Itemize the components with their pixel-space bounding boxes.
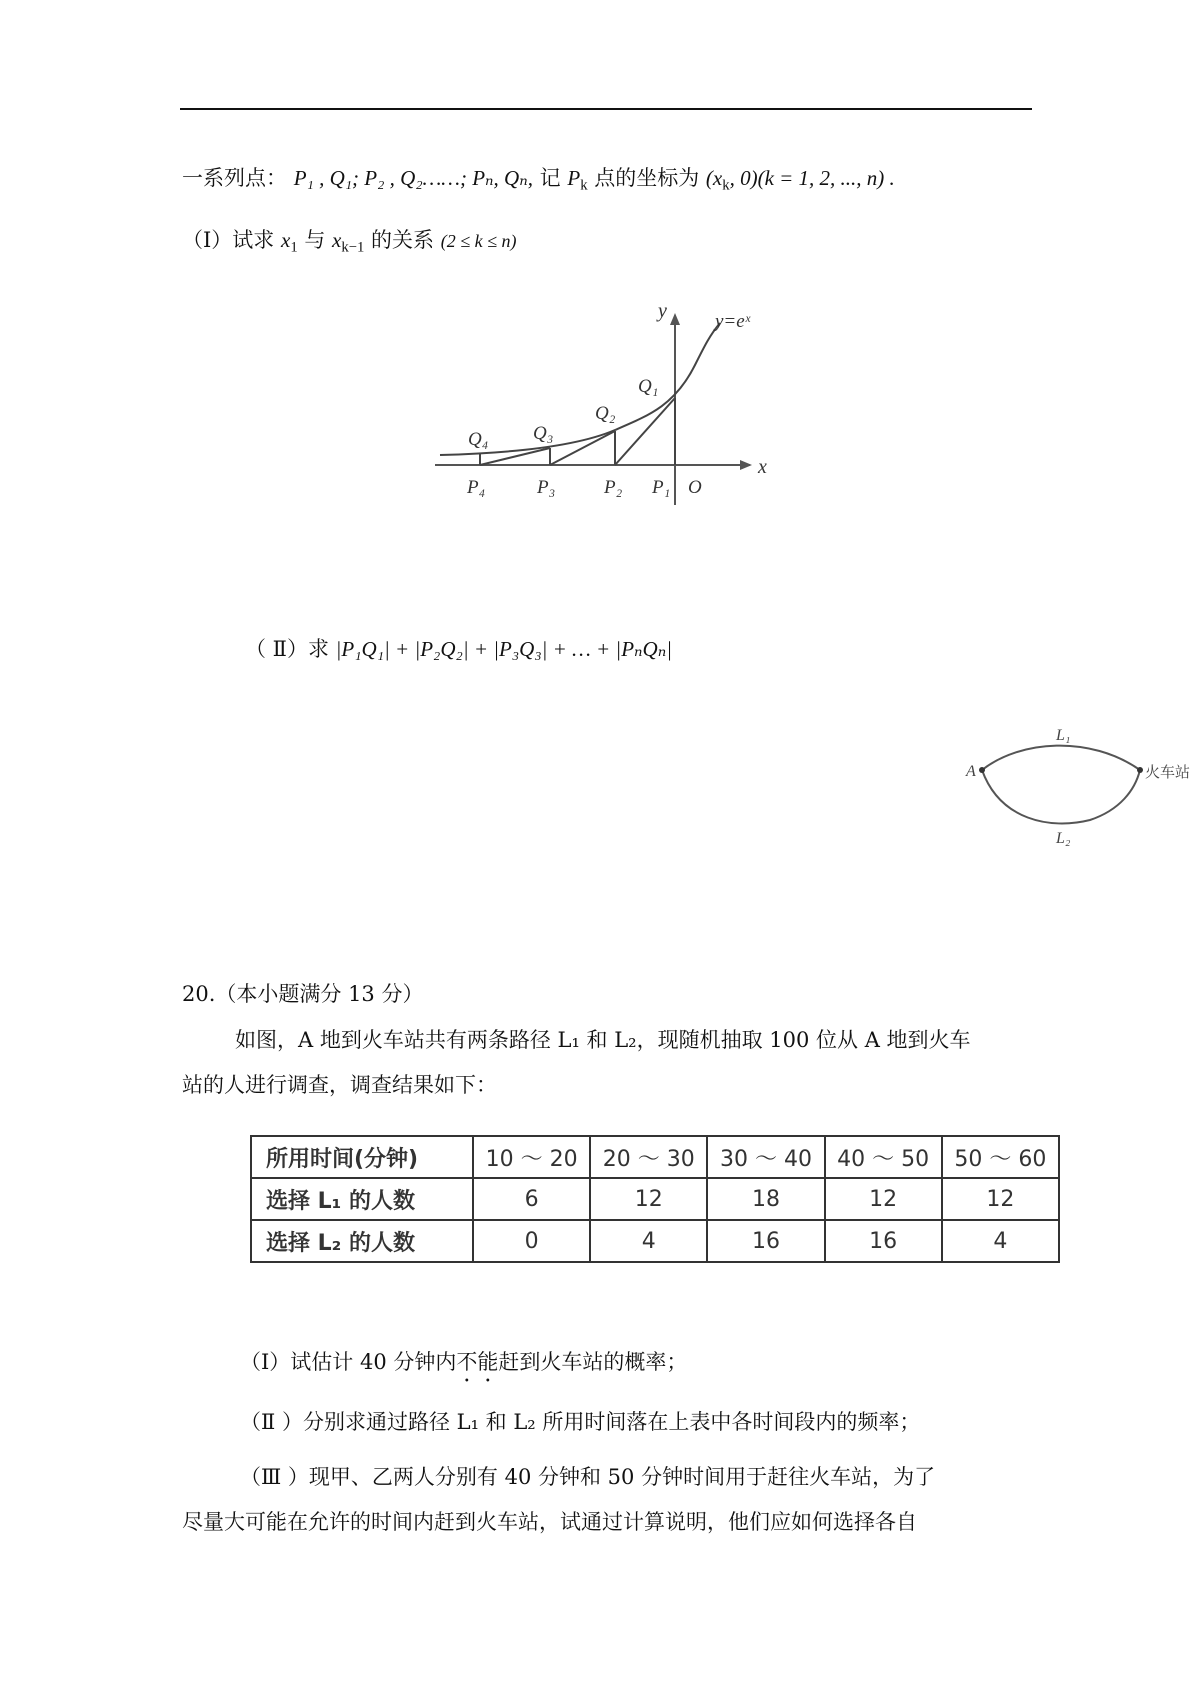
- x-axis-arrow: [740, 460, 752, 470]
- table-cell: 0: [473, 1220, 590, 1262]
- survey-table: [250, 1135, 1060, 1263]
- p4-label: P₄: [467, 477, 486, 498]
- table-cell: 18: [707, 1178, 824, 1220]
- table-cell: 16: [825, 1220, 942, 1262]
- tangent-q1: [615, 398, 675, 465]
- origin-label: O: [688, 477, 702, 498]
- points-prefix: 一系列点：: [182, 166, 287, 190]
- xk-symbol: $x_{k-1}$: [332, 228, 365, 256]
- problem-20-heading: 20.（本小题满分 13 分）: [182, 982, 424, 1006]
- part-3-line-1: （Ⅲ ）现甲、乙两人分别有 40 分钟和 50 分钟时间用于赶往火车站，为了: [240, 1465, 936, 1489]
- point-a-label: A: [966, 763, 976, 780]
- table-row: [251, 1220, 1059, 1262]
- q4-label: Q₄: [468, 429, 489, 450]
- points-sentence: [182, 166, 895, 195]
- part-1-text-a: （Ⅰ）试估计 40 分钟内: [240, 1350, 457, 1374]
- table-row: [251, 1178, 1059, 1220]
- part-1-emphasis-not: 不: [456, 1350, 478, 1374]
- tangent-q2: [550, 431, 615, 465]
- route-map-figure: [960, 710, 1196, 860]
- q2-label: Q₂: [595, 403, 616, 424]
- question-2-expression: |P₁Q₁| + |P₂Q₂| + |P₃Q₃| + … + |PₙQₙ|: [335, 637, 672, 661]
- pk-coordinate: ($x_k$, 0)(k = 1, 2, ..., n) .: [705, 166, 895, 194]
- table-header-cell: 50 ～ 60: [942, 1136, 1059, 1178]
- table-cell: 6: [473, 1178, 590, 1220]
- table-row-label: 选择 L₁ 的人数: [251, 1178, 473, 1220]
- pk-symbol: $P_k$: [567, 166, 588, 194]
- table-header-row: [251, 1136, 1059, 1178]
- table-cell: 12: [942, 1178, 1059, 1220]
- problem-20-intro: [182, 1018, 1042, 1108]
- question-1: [182, 228, 516, 257]
- header-rule: [180, 108, 1032, 110]
- points-mid: 记: [539, 166, 561, 190]
- part-2: （Ⅱ ）分别求通过路径 L₁ 和 L₂ 所用时间落在上表中各时间段内的频率；: [240, 1410, 921, 1434]
- part-3-line-2: 尽量大可能在允许的时间内赶到火车站，试通过计算说明，他们应如何选择各自: [182, 1510, 917, 1534]
- question-2-label: （ Ⅱ）求: [245, 637, 329, 661]
- l2-label: L₂: [1056, 830, 1071, 847]
- points-suffix: 点的坐标为: [594, 166, 700, 190]
- table-header-cell: 20 ～ 30: [590, 1136, 707, 1178]
- exponential-figure: [430, 305, 790, 520]
- part-1: [240, 1350, 687, 1375]
- station-dot: [1137, 767, 1143, 773]
- question-1-with: 与: [304, 228, 326, 252]
- table-cell: 4: [942, 1220, 1059, 1262]
- part-3: [182, 1455, 1042, 1545]
- intro-line-1: 如图，A 地到火车站共有两条路径 L₁ 和 L₂，现随机抽取 100 位从 A 地到火车: [235, 1028, 971, 1052]
- intro-line-2: 站的人进行调查，调查结果如下：: [182, 1073, 497, 1097]
- p2-label: P₂: [604, 477, 623, 498]
- point-a-dot: [979, 767, 985, 773]
- table-header-cell: 40 ～ 50: [825, 1136, 942, 1178]
- points-list: P₁ , Q₁; P₂ , Q₂……; Pₙ, Qₙ,: [293, 166, 533, 190]
- x-axis-label: x: [758, 456, 767, 478]
- q1-label: Q₁: [638, 376, 659, 397]
- table-cell: 4: [590, 1220, 707, 1262]
- question-2: [245, 637, 672, 662]
- part-1-text-d: 赶到火车站的概率；: [498, 1350, 688, 1374]
- x1-symbol: $x_1$: [280, 228, 298, 256]
- route-l1-path: [982, 746, 1140, 770]
- table-header-cell: 10 ～ 20: [473, 1136, 590, 1178]
- table-header-cell: 所用时间(分钟): [251, 1136, 473, 1178]
- question-1-label: （Ⅰ）试求: [182, 228, 275, 252]
- y-axis-label: y: [658, 305, 667, 322]
- question-1-rel: 的关系: [371, 228, 435, 252]
- l1-label: L₁: [1056, 727, 1071, 744]
- y-axis-arrow: [670, 313, 680, 325]
- part-1-emphasis-can: 能: [477, 1350, 499, 1374]
- route-l2-path: [982, 770, 1140, 823]
- q3-label: Q₃: [533, 423, 554, 444]
- curve-label: y=eˣ: [715, 311, 751, 332]
- table-header-cell: 30 ～ 40: [707, 1136, 824, 1178]
- p3-label: P₃: [537, 477, 556, 498]
- p1-label: P₁: [652, 477, 671, 498]
- question-1-condition: (2 ≤ k ≤ n): [440, 231, 517, 251]
- station-label: 火车站: [1145, 763, 1191, 781]
- table-cell: 12: [825, 1178, 942, 1220]
- table-cell: 16: [707, 1220, 824, 1262]
- table-cell: 12: [590, 1178, 707, 1220]
- table-row-label: 选择 L₂ 的人数: [251, 1220, 473, 1262]
- survey-table-wrap: [250, 1135, 1070, 1275]
